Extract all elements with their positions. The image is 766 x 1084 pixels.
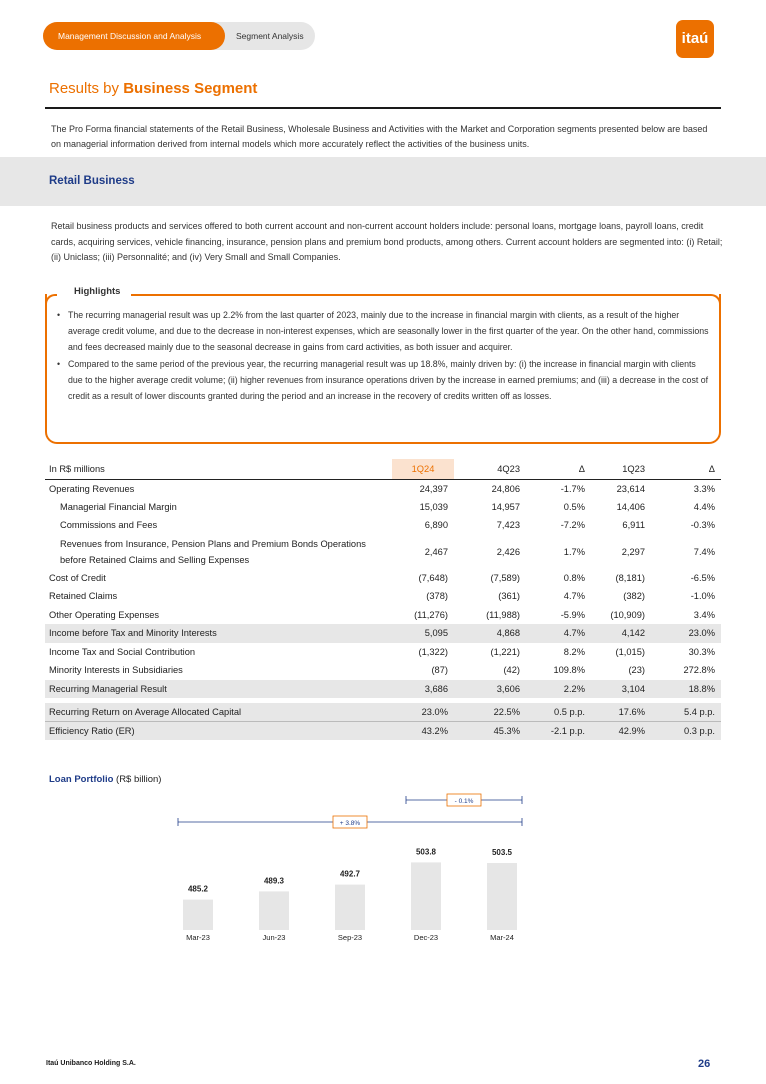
annotation-label: - 0.1%	[454, 798, 474, 805]
loan-portfolio-title: Loan Portfolio (R$ billion)	[49, 774, 162, 785]
bar-value-label: 503.8	[415, 847, 437, 857]
intro-paragraph: The Pro Forma financial statements of the Retail Business, Wholesale Business and Activities with the Market and Corporation segments presented below are based on managerial information derived from internal models which more accurately reflect the activities of the business units.	[51, 124, 708, 149]
x-tick-label: Dec-23	[413, 933, 439, 942]
bar-Sep-23	[335, 885, 365, 930]
highlight-item: • The recurring managerial result was up 2.2% from the last quarter of 2023, mainly due to the increase in financial margin with clients, as a result of the higher average credit volume, and due to the decrease in non-interest expenses, which are seasonally lower in the first quarter of the year. On the other hand, commissions and fees decreased mainly due to the seasonal decrease in gains from card activities, as both issuer and acquirer.	[56, 307, 712, 356]
header-1q23: 1Q23	[591, 459, 651, 479]
table-row: Other Operating Expenses (11,276) (11,988) -5.9% (10,909) 3.4%	[49, 609, 715, 620]
page-number: 26	[698, 1058, 711, 1070]
bar-value-label: 489.3	[263, 876, 285, 886]
bar-value-label: 485.2	[187, 884, 209, 894]
footer-company: Itaú Unibanco Holding S.A.	[46, 1060, 136, 1067]
highlights-top-border	[131, 294, 711, 296]
nav-tab-mda[interactable]: Management Discussion and Analysis	[43, 22, 225, 50]
table-row: Retained Claims (378) (361) 4.7% (382) -1.0%	[49, 591, 715, 602]
table-row: Recurring Return on Average Allocated Capital 23.0% 22.5% 0.5 p.p. 17.6% 5.4 p.p.	[45, 703, 721, 722]
x-tick-label: Jun-23	[262, 933, 286, 942]
nav-tab-segment-analysis[interactable]: Segment Analysis	[236, 31, 304, 41]
x-tick-label: Mar-24	[490, 933, 514, 942]
highlights-title: Highlights	[70, 286, 124, 297]
results-table	[45, 459, 721, 740]
header-4q23: 4Q23	[454, 459, 526, 479]
bar-Dec-23	[411, 862, 441, 930]
table-row: Operating Revenues 24,397 24,806 -1.7% 23,614 3.3%	[49, 483, 715, 494]
header-label: In R$ millions	[45, 459, 392, 479]
table-row: Commissions and Fees 6,890 7,423 -7.2% 6,911 -0.3%	[60, 520, 715, 531]
highlight-item: • Compared to the same period of the previous year, the recurring managerial result was up 18.8%, mainly driven by: (i) the increase in financial margin with clients due to the higher average credit volume; (ii) higher revenues from insurance operations driven by the increase in earned premiums; and (iii) a decrease in the cost of credit as a result of lower discounts granted during the period and an increase in the recovery of credits written off as losses.	[56, 356, 712, 405]
bar-Mar-23	[183, 900, 213, 930]
retail-section-title: Retail Business	[49, 175, 135, 187]
table-row: Income Tax and Social Contribution (1,322) (1,221) 8.2% (1,015) 30.3%	[49, 646, 715, 657]
annotation-label: + 3.8%	[339, 820, 361, 827]
bar-value-label: 492.7	[339, 869, 361, 879]
table-row: Recurring Managerial Result 3,686 3,606 2.2% 3,104 18.8%	[45, 680, 721, 699]
table-row: Minority Interests in Subsidiaries (87) (42) 109.8% (23) 272.8%	[49, 665, 715, 676]
title-divider	[45, 107, 721, 109]
page-title: Results by Business Segment	[49, 80, 258, 97]
table-row: Efficiency Ratio (ER) 43.2% 45.3% -2.1 p.p. 42.9% 0.3 p.p.	[45, 722, 721, 741]
x-tick-label: Sep-23	[337, 933, 363, 942]
loan-portfolio-chart	[150, 786, 570, 946]
header-1q24: 1Q24	[392, 459, 454, 479]
itau-logo: itaú	[676, 20, 714, 58]
table-header-row	[45, 459, 721, 479]
x-tick-label: Mar-23	[186, 933, 210, 942]
bar-Jun-23	[259, 891, 289, 930]
bar-value-label: 503.5	[491, 848, 513, 857]
table-row: Managerial Financial Margin 15,039 14,957 0.5% 14,406 4.4%	[60, 501, 715, 512]
header-delta-q: Δ	[526, 459, 591, 479]
table-row: Income before Tax and Minority Interests 5,095 4,868 4.7% 4,142 23.0%	[45, 624, 721, 643]
table-row: Revenues from Insurance, Pension Plans and Premium Bonds Operations before Retained Claims and Selling Expenses 2,467 2,426 1.7% 2,297 7.4%	[60, 538, 715, 565]
retail-description: Retail business products and services offered to both current account and non-current account holders include: personal loans, mortgage loans, payroll loans, credit cards, acquiring services, vehicle financing, insurance, pension plans and premium bond products, among others. Current account holders are segmented into: (i) Retail; (ii) Uniclass; (iii) Personnalité; and (iv) Very Small and Small Companies.	[51, 221, 723, 262]
highlights-list	[56, 307, 712, 404]
table-row: Cost of Credit (7,648) (7,589) 0.8% (8,181) -6.5%	[49, 572, 715, 583]
header-delta-y: Δ	[651, 459, 721, 479]
bar-Mar-24	[487, 863, 517, 930]
